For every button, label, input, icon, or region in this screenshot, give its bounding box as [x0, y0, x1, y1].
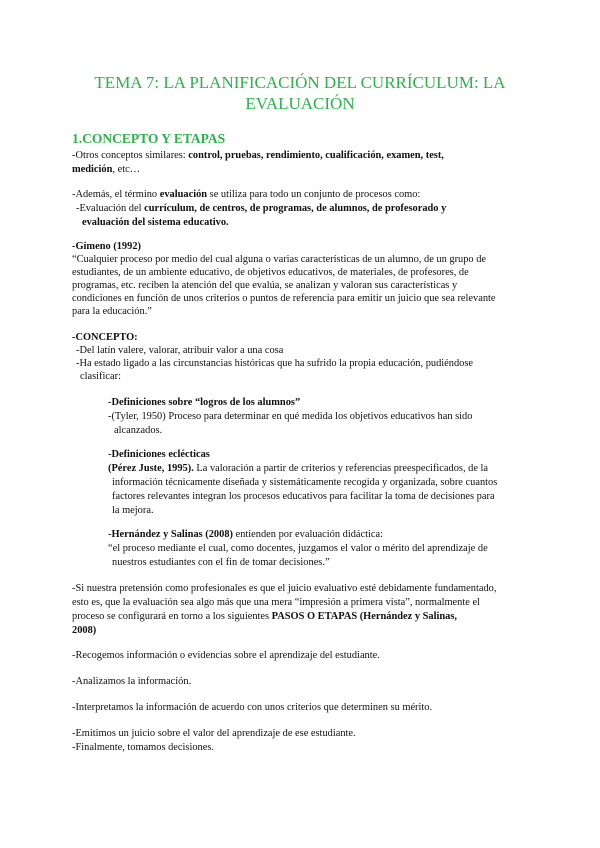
- text-line: -Evaluación del currículum, de centros, de programas, de alumnos, de profesorado y: [76, 203, 447, 214]
- text-line: la mejora.: [112, 505, 154, 516]
- section-heading: 1.CONCEPTO Y ETAPAS: [72, 131, 226, 146]
- text-line: “el proceso mediante el cual, como docentes, juzgamos el valor o mérito del aprendizaje de: [108, 543, 488, 554]
- text-line: -Finalmente, tomamos decisiones.: [72, 742, 214, 753]
- text-line: proceso se configurará en torno a los siguientes PASOS O ETAPAS (Hernández y Salinas,: [72, 611, 457, 622]
- text-line: información técnicamente diseñada y sistemáticamente recogida y organizada, sobre cuantos: [112, 477, 498, 488]
- text-line: -Hernández y Salinas (2008) entienden por evaluación didáctica:: [108, 529, 384, 540]
- text-line: factores relevantes integran los procesos educativos para facilitar la toma de decisiones para: [112, 491, 495, 502]
- text-line: condiciones en función de unos criterios o puntos de referencia para emitir un juicio que sea relevante: [72, 293, 496, 304]
- text-line: -Además, el término evaluación se utiliza para todo un conjunto de procesos como:: [72, 189, 421, 200]
- text-line: alcanzados.: [114, 425, 163, 436]
- text-line: -Analizamos la información.: [72, 676, 192, 687]
- text-line: -(Tyler, 1950) Proceso para determinar en qué medida los objetivos educativos han sido: [108, 411, 473, 422]
- text-line: -CONCEPTO:: [72, 332, 138, 343]
- text-line: evaluación del sistema educativo.: [82, 217, 229, 228]
- text-line: -Emitimos un juicio sobre el valor del aprendizaje de ese estudiante.: [72, 728, 356, 739]
- text-line: -Del latín valere, valorar, atribuir valor a una cosa: [76, 345, 284, 356]
- text-line: -Gimeno (1992): [72, 241, 141, 252]
- text-line: clasificar:: [80, 371, 121, 382]
- text-line: -Si nuestra pretensión como profesionales es que el juicio evaluativo esté debidamente fundamentado,: [72, 583, 497, 594]
- text-line: “Cualquier proceso por medio del cual alguna o varias características de un alumno, de un grupo de: [72, 254, 487, 265]
- document-title: [60, 72, 540, 114]
- text-line: esto es, que la evaluación sea algo más que una mera “impresión a primera vista”, normalmente el: [72, 597, 480, 608]
- text-line: -Interpretamos la información de acuerdo con unos criterios que determinen su mérito.: [72, 702, 433, 713]
- text-line: -Otros conceptos similares: control, pruebas, rendimiento, cualificación, examen, test,: [72, 150, 444, 161]
- text-line: -Definiciones sobre “logros de los alumnos”: [108, 397, 301, 408]
- text-line: -Definiciones eclécticas: [108, 449, 210, 460]
- title-line-2: EVALUACIÓN: [245, 94, 355, 113]
- text-line: medición, etc…: [72, 164, 141, 175]
- text-line: -Recogemos información o evidencias sobre el aprendizaje del estudiante.: [72, 650, 380, 661]
- text-line: para la educación.”: [72, 306, 152, 317]
- title-line-1: TEMA 7: LA PLANIFICACIÓN DEL CURRÍCULUM: LA: [94, 73, 506, 92]
- text-line: programas, etc. reciben la atención del que evalúa, se analizan y valoran sus características y: [72, 280, 458, 291]
- text-line: estudiantes, de un ambiente educativo, de objetivos educativos, de materiales, de profesores, de: [72, 267, 469, 278]
- text-line: -Ha estado ligado a las circunstancias históricas que ha sufrido la propia educación, pudiéndose: [76, 358, 474, 369]
- text-line: nuestros estudiantes con el fin de tomar decisiones.”: [112, 557, 330, 568]
- text-line: 2008): [72, 625, 97, 636]
- text-line: (Pérez Juste, 1995). La valoración a partir de criterios y referencias preespecificados, de la: [108, 463, 489, 474]
